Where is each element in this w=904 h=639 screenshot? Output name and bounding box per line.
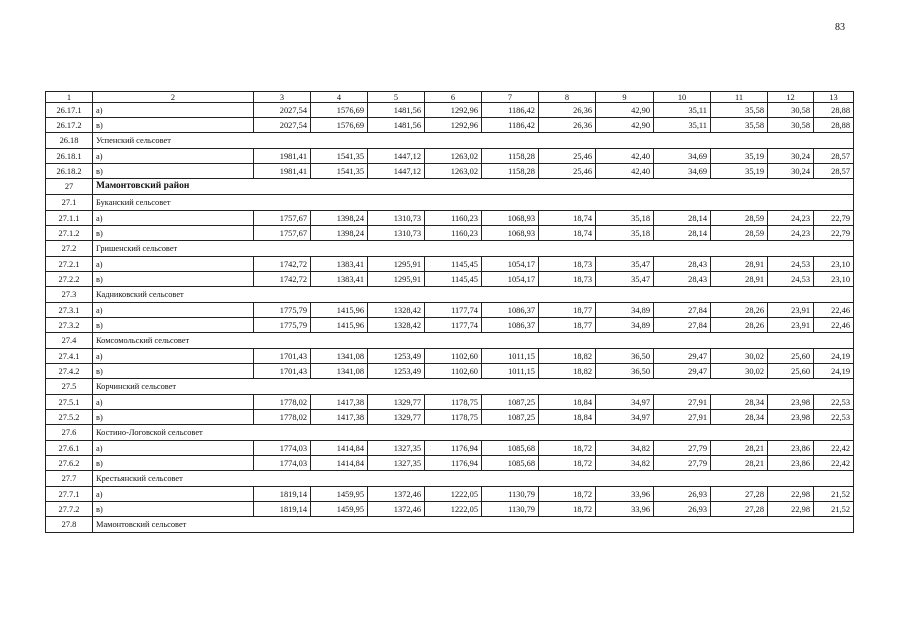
table-cell: 18,72: [539, 441, 596, 456]
row-code: 26.18.2: [46, 164, 93, 179]
row-code: 27.4.1: [46, 349, 93, 364]
table-cell: 1263,02: [425, 164, 482, 179]
table-cell: 28,43: [654, 257, 711, 272]
table-cell: 1130,79: [482, 487, 539, 502]
table-cell: 1398,24: [311, 226, 368, 241]
table-row: [46, 211, 854, 226]
row-code: 27.5.1: [46, 395, 93, 410]
table-cell: 24,23: [768, 226, 814, 241]
table-row: [46, 149, 854, 164]
table-cell: 18,82: [539, 364, 596, 379]
table-cell: 1145,45: [425, 257, 482, 272]
table-cell: 1417,38: [311, 395, 368, 410]
table-cell: 28,88: [814, 103, 854, 118]
table-cell: 30,24: [768, 164, 814, 179]
section-row: [46, 133, 854, 149]
table-cell: 1087,25: [482, 395, 539, 410]
row-label: а): [93, 487, 254, 502]
table-cell: 28,57: [814, 149, 854, 164]
row-code: 26.17.1: [46, 103, 93, 118]
table-cell: 27,28: [711, 502, 768, 517]
table-cell: 1177,74: [425, 318, 482, 333]
table-cell: 27,79: [654, 456, 711, 471]
table-cell: 25,60: [768, 349, 814, 364]
section-row: [46, 379, 854, 395]
table-cell: 18,73: [539, 272, 596, 287]
section-title: Мамонтовский сельсовет: [93, 517, 854, 533]
table-row: [46, 441, 854, 456]
table-cell: 1757,67: [254, 226, 311, 241]
table-cell: 29,47: [654, 364, 711, 379]
section-row: [46, 471, 854, 487]
table-cell: 26,93: [654, 487, 711, 502]
table-cell: 34,82: [596, 441, 654, 456]
table-cell: 28,14: [654, 211, 711, 226]
section-row: [46, 425, 854, 441]
column-header: 9: [596, 92, 654, 103]
table-cell: 42,40: [596, 149, 654, 164]
table-cell: 1415,96: [311, 303, 368, 318]
table-cell: 22,79: [814, 211, 854, 226]
table-cell: 28,57: [814, 164, 854, 179]
row-label: в): [93, 318, 254, 333]
table-cell: 1011,15: [482, 364, 539, 379]
table-cell: 23,91: [768, 318, 814, 333]
table-cell: 23,10: [814, 257, 854, 272]
table-cell: 1372,46: [368, 502, 425, 517]
section-title: Кадниковский сельсовет: [93, 287, 854, 303]
table-row: [46, 410, 854, 425]
table-cell: 23,98: [768, 395, 814, 410]
table-cell: 1327,35: [368, 456, 425, 471]
table-cell: 34,69: [654, 164, 711, 179]
table-cell: 35,19: [711, 164, 768, 179]
table-cell: 1310,73: [368, 211, 425, 226]
table-cell: 34,69: [654, 149, 711, 164]
table-cell: 35,18: [596, 226, 654, 241]
table-cell: 22,42: [814, 441, 854, 456]
row-code: 27.1.1: [46, 211, 93, 226]
table-cell: 1819,14: [254, 487, 311, 502]
row-code: 26.18.1: [46, 149, 93, 164]
table-cell: 1576,69: [311, 103, 368, 118]
table-cell: 42,90: [596, 103, 654, 118]
table-cell: 1447,12: [368, 149, 425, 164]
table-cell: 1341,08: [311, 364, 368, 379]
table-cell: 1701,43: [254, 364, 311, 379]
table-cell: 26,93: [654, 502, 711, 517]
table-cell: 18,74: [539, 211, 596, 226]
row-label: а): [93, 441, 254, 456]
row-code: 27.6: [46, 425, 93, 441]
table-row: [46, 395, 854, 410]
table-cell: 23,98: [768, 410, 814, 425]
table-cell: 28,88: [814, 118, 854, 133]
table-cell: 18,72: [539, 456, 596, 471]
table-row: [46, 303, 854, 318]
section-title: Успенский сельсовет: [93, 133, 854, 149]
table-cell: 1186,42: [482, 118, 539, 133]
table-cell: 1414,84: [311, 441, 368, 456]
table-cell: 1372,46: [368, 487, 425, 502]
table-cell: 23,86: [768, 456, 814, 471]
table-cell: 1701,43: [254, 349, 311, 364]
table-cell: 1415,96: [311, 318, 368, 333]
table-cell: 34,89: [596, 318, 654, 333]
table-cell: 18,72: [539, 502, 596, 517]
table-cell: 35,58: [711, 103, 768, 118]
table-cell: 22,46: [814, 303, 854, 318]
table-cell: 26,36: [539, 118, 596, 133]
table-cell: 1068,93: [482, 211, 539, 226]
table-cell: 18,77: [539, 318, 596, 333]
table-cell: 33,96: [596, 502, 654, 517]
row-label: в): [93, 502, 254, 517]
table-cell: 27,91: [654, 410, 711, 425]
table-cell: 1775,79: [254, 318, 311, 333]
table-cell: 1459,95: [311, 487, 368, 502]
table-cell: 18,77: [539, 303, 596, 318]
column-header: 8: [539, 92, 596, 103]
table-cell: 1383,41: [311, 272, 368, 287]
section-title: Костино-Логовской сельсовет: [93, 425, 854, 441]
table-cell: 1414,84: [311, 456, 368, 471]
table-cell: 1176,94: [425, 441, 482, 456]
table-cell: 1054,17: [482, 257, 539, 272]
table-cell: 30,58: [768, 103, 814, 118]
column-header: 4: [311, 92, 368, 103]
table-cell: 28,21: [711, 456, 768, 471]
table-cell: 24,19: [814, 349, 854, 364]
table-cell: 35,47: [596, 257, 654, 272]
table-cell: 22,53: [814, 410, 854, 425]
row-code: 27.2.2: [46, 272, 93, 287]
row-label: в): [93, 272, 254, 287]
row-label: а): [93, 303, 254, 318]
section-title: Комсомольский сельсовет: [93, 333, 854, 349]
table-cell: 1774,03: [254, 441, 311, 456]
table-cell: 28,91: [711, 272, 768, 287]
column-header: 7: [482, 92, 539, 103]
table-cell: 1774,03: [254, 456, 311, 471]
row-code: 27.3: [46, 287, 93, 303]
table-cell: 1447,12: [368, 164, 425, 179]
table-cell: 23,91: [768, 303, 814, 318]
column-header: 11: [711, 92, 768, 103]
table-cell: 1981,41: [254, 149, 311, 164]
table-cell: 1222,05: [425, 502, 482, 517]
row-code: 27.4: [46, 333, 93, 349]
table-body: [46, 92, 854, 533]
table-cell: 1295,91: [368, 272, 425, 287]
table-cell: 1328,42: [368, 303, 425, 318]
table-cell: 18,84: [539, 410, 596, 425]
table-cell: 1742,72: [254, 272, 311, 287]
table-cell: 28,34: [711, 395, 768, 410]
table-cell: 1222,05: [425, 487, 482, 502]
table-cell: 30,58: [768, 118, 814, 133]
column-header: 2: [93, 92, 254, 103]
table-cell: 1186,42: [482, 103, 539, 118]
section-row: [46, 241, 854, 257]
table-cell: 28,59: [711, 226, 768, 241]
table-cell: 1158,28: [482, 149, 539, 164]
table-cell: 25,46: [539, 164, 596, 179]
table-cell: 1778,02: [254, 395, 311, 410]
table-cell: 1383,41: [311, 257, 368, 272]
table-cell: 1102,60: [425, 364, 482, 379]
table-cell: 35,11: [654, 103, 711, 118]
table-cell: 22,46: [814, 318, 854, 333]
row-label: в): [93, 226, 254, 241]
table-cell: 1742,72: [254, 257, 311, 272]
table-cell: 24,53: [768, 272, 814, 287]
table-cell: 1292,96: [425, 103, 482, 118]
table-cell: 21,52: [814, 487, 854, 502]
table-cell: 1085,68: [482, 456, 539, 471]
table-cell: 1178,75: [425, 410, 482, 425]
table-row: [46, 118, 854, 133]
table-cell: 1054,17: [482, 272, 539, 287]
section-row: [46, 333, 854, 349]
table-cell: 22,42: [814, 456, 854, 471]
table-cell: 2027,54: [254, 103, 311, 118]
table-cell: 1541,35: [311, 164, 368, 179]
table-cell: 18,72: [539, 487, 596, 502]
row-code: 27.8: [46, 517, 93, 533]
row-label: в): [93, 456, 254, 471]
table-cell: 25,60: [768, 364, 814, 379]
table-row: [46, 364, 854, 379]
table-cell: 1068,93: [482, 226, 539, 241]
table-cell: 23,86: [768, 441, 814, 456]
row-label: в): [93, 410, 254, 425]
table-cell: 35,47: [596, 272, 654, 287]
table-cell: 25,46: [539, 149, 596, 164]
table-cell: 1819,14: [254, 502, 311, 517]
table-cell: 1328,42: [368, 318, 425, 333]
table-cell: 28,26: [711, 303, 768, 318]
table-cell: 1130,79: [482, 502, 539, 517]
table-cell: 28,43: [654, 272, 711, 287]
table-cell: 36,50: [596, 364, 654, 379]
section-title: Буканский сельсовет: [93, 195, 854, 211]
section-row: [46, 287, 854, 303]
table-cell: 18,74: [539, 226, 596, 241]
table-cell: 1341,08: [311, 349, 368, 364]
column-header: 13: [814, 92, 854, 103]
table-cell: 1086,37: [482, 318, 539, 333]
row-label: а): [93, 211, 254, 226]
table-cell: 1087,25: [482, 410, 539, 425]
table-cell: 1160,23: [425, 226, 482, 241]
table-cell: 1459,95: [311, 502, 368, 517]
table-cell: 42,40: [596, 164, 654, 179]
table-cell: 1160,23: [425, 211, 482, 226]
column-header: 5: [368, 92, 425, 103]
row-code: 27.3.1: [46, 303, 93, 318]
table-cell: 1011,15: [482, 349, 539, 364]
column-header: 3: [254, 92, 311, 103]
row-label: в): [93, 118, 254, 133]
row-code: 27.5.2: [46, 410, 93, 425]
table-cell: 18,73: [539, 257, 596, 272]
table-cell: 1102,60: [425, 349, 482, 364]
row-code: 27.7.1: [46, 487, 93, 502]
table-cell: 26,36: [539, 103, 596, 118]
row-code: 27.1.2: [46, 226, 93, 241]
row-code: 27.2.1: [46, 257, 93, 272]
table-cell: 1778,02: [254, 410, 311, 425]
row-code: 26.17.2: [46, 118, 93, 133]
section-title: Мамонтовский район: [93, 179, 854, 195]
table-row: [46, 349, 854, 364]
table-cell: 1576,69: [311, 118, 368, 133]
table-cell: 34,89: [596, 303, 654, 318]
table-cell: 30,24: [768, 149, 814, 164]
table-cell: 2027,54: [254, 118, 311, 133]
table-cell: 18,84: [539, 395, 596, 410]
table-cell: 27,84: [654, 318, 711, 333]
table-cell: 22,79: [814, 226, 854, 241]
table-cell: 36,50: [596, 349, 654, 364]
table-row: [46, 164, 854, 179]
table-cell: 42,90: [596, 118, 654, 133]
table-cell: 21,52: [814, 502, 854, 517]
table-cell: 28,14: [654, 226, 711, 241]
table-cell: 30,02: [711, 349, 768, 364]
table-cell: 1481,56: [368, 103, 425, 118]
table-row: [46, 456, 854, 471]
table-cell: 24,53: [768, 257, 814, 272]
table-cell: 27,91: [654, 395, 711, 410]
table-cell: 1085,68: [482, 441, 539, 456]
table-cell: 28,34: [711, 410, 768, 425]
table-row: [46, 257, 854, 272]
table-cell: 34,97: [596, 410, 654, 425]
section-row: [46, 195, 854, 211]
table-cell: 35,58: [711, 118, 768, 133]
row-label: а): [93, 257, 254, 272]
table-cell: 35,18: [596, 211, 654, 226]
row-label: а): [93, 395, 254, 410]
table-row: [46, 103, 854, 118]
row-label: а): [93, 149, 254, 164]
row-code: 27.2: [46, 241, 93, 257]
row-code: 27.3.2: [46, 318, 93, 333]
data-table: [45, 91, 854, 533]
table-cell: 22,98: [768, 487, 814, 502]
table-cell: 29,47: [654, 349, 711, 364]
table-cell: 35,19: [711, 149, 768, 164]
table-cell: 34,97: [596, 395, 654, 410]
table-cell: 24,19: [814, 364, 854, 379]
table-cell: 18,82: [539, 349, 596, 364]
page-number: 83: [835, 22, 845, 33]
table-cell: 1981,41: [254, 164, 311, 179]
table-cell: 22,53: [814, 395, 854, 410]
table-row: [46, 272, 854, 287]
row-code: 27: [46, 179, 93, 195]
table-cell: 27,84: [654, 303, 711, 318]
table-cell: 1541,35: [311, 149, 368, 164]
row-code: 27.5: [46, 379, 93, 395]
table-cell: 1417,38: [311, 410, 368, 425]
table-cell: 1086,37: [482, 303, 539, 318]
table-cell: 1253,49: [368, 364, 425, 379]
table-cell: 35,11: [654, 118, 711, 133]
row-code: 27.1: [46, 195, 93, 211]
row-code: 27.4.2: [46, 364, 93, 379]
table-row: [46, 487, 854, 502]
row-code: 27.7.2: [46, 502, 93, 517]
table-cell: 1253,49: [368, 349, 425, 364]
table-row: [46, 226, 854, 241]
table-cell: 1178,75: [425, 395, 482, 410]
column-header: 12: [768, 92, 814, 103]
column-header: 6: [425, 92, 482, 103]
header-row: [46, 92, 854, 103]
table-cell: 1295,91: [368, 257, 425, 272]
table-cell: 1158,28: [482, 164, 539, 179]
row-code: 27.7: [46, 471, 93, 487]
table-cell: 33,96: [596, 487, 654, 502]
table-cell: 1176,94: [425, 456, 482, 471]
table-cell: 1329,77: [368, 395, 425, 410]
table-cell: 1327,35: [368, 441, 425, 456]
table-cell: 22,98: [768, 502, 814, 517]
table-cell: 1481,56: [368, 118, 425, 133]
table-cell: 34,82: [596, 456, 654, 471]
table-row: [46, 502, 854, 517]
table-cell: 28,59: [711, 211, 768, 226]
table-cell: 30,02: [711, 364, 768, 379]
section-title: Гришенский сельсовет: [93, 241, 854, 257]
table-cell: 1145,45: [425, 272, 482, 287]
row-label: в): [93, 364, 254, 379]
table-cell: 1757,67: [254, 211, 311, 226]
column-header: 10: [654, 92, 711, 103]
table-cell: 1177,74: [425, 303, 482, 318]
table-cell: 28,91: [711, 257, 768, 272]
table-cell: 28,21: [711, 441, 768, 456]
section-row: [46, 517, 854, 533]
table-cell: 1775,79: [254, 303, 311, 318]
column-header: 1: [46, 92, 93, 103]
section-title: Корчинский сельсовет: [93, 379, 854, 395]
row-code: 27.6.1: [46, 441, 93, 456]
table-cell: 24,23: [768, 211, 814, 226]
section-row: [46, 179, 854, 195]
table-cell: 1398,24: [311, 211, 368, 226]
row-label: а): [93, 349, 254, 364]
table-cell: 1329,77: [368, 410, 425, 425]
table-cell: 1292,96: [425, 118, 482, 133]
row-label: а): [93, 103, 254, 118]
table-cell: 1310,73: [368, 226, 425, 241]
table-cell: 27,79: [654, 441, 711, 456]
table-cell: 28,26: [711, 318, 768, 333]
table-row: [46, 318, 854, 333]
row-label: в): [93, 164, 254, 179]
row-code: 26.18: [46, 133, 93, 149]
table-cell: 23,10: [814, 272, 854, 287]
section-title: Крестьянский сельсовет: [93, 471, 854, 487]
table-cell: 1263,02: [425, 149, 482, 164]
row-code: 27.6.2: [46, 456, 93, 471]
table-cell: 27,28: [711, 487, 768, 502]
